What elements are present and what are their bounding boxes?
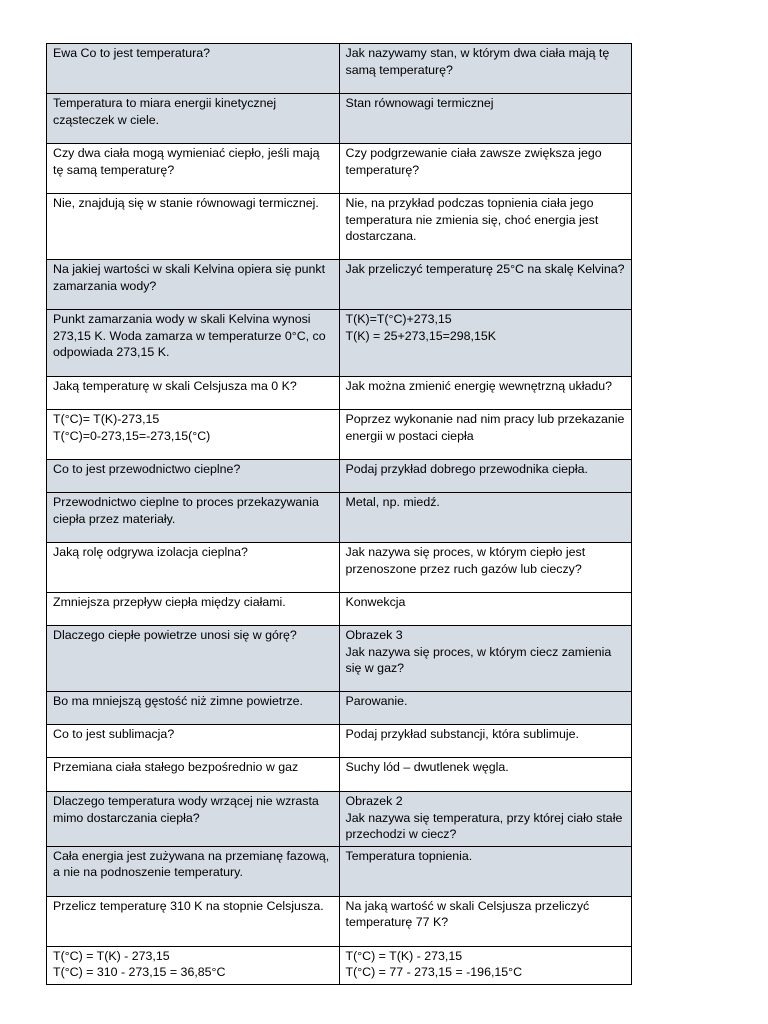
table-row: [47, 94, 632, 144]
question-answer-cell-left: Ewa Co to jest temperatura?: [47, 44, 340, 94]
question-answer-cell-right: Obrazek 2 Jak nazywa się temperatura, przy której ciało stałe przechodzi w ciecz?: [339, 792, 632, 847]
table-row: [47, 44, 632, 94]
question-answer-cell-right: Metal, np. miedź.: [339, 493, 632, 543]
question-answer-cell-right: Podaj przykład dobrego przewodnika ciepła.: [339, 460, 632, 493]
table-row: [47, 626, 632, 692]
question-answer-cell-right: Czy podgrzewanie ciała zawsze zwiększa jego temperaturę?: [339, 144, 632, 194]
table-row: [47, 260, 632, 310]
question-answer-cell-left: Przewodnictwo cieplne to proces przekazywania ciepła przez materiały.: [47, 493, 340, 543]
question-answer-cell-right: Jak nazywa się proces, w którym ciepło jest przenoszone przez ruch gazów lub cieczy?: [339, 543, 632, 593]
table-row: [47, 593, 632, 626]
question-answer-cell-left: Przemiana ciała stałego bezpośrednio w gaz: [47, 758, 340, 792]
question-answer-cell-left: Czy dwa ciała mogą wymieniać ciepło, jeśli mają tę samą temperaturę?: [47, 144, 340, 194]
question-answer-cell-left: Zmniejsza przepływ ciepła między ciałami.: [47, 593, 340, 626]
question-answer-cell-left: Jaką temperaturę w skali Celsjusza ma 0 K?: [47, 377, 340, 410]
question-answer-cell-right: Na jaką wartość w skali Celsjusza przeliczyć temperaturę 77 K?: [339, 896, 632, 946]
table-row: [47, 692, 632, 725]
table-row: [47, 543, 632, 593]
question-answer-cell-left: Bo ma mniejszą gęstość niż zimne powietrze.: [47, 692, 340, 725]
question-answer-cell-right: Jak przeliczyć temperaturę 25°C na skalę Kelvina?: [339, 260, 632, 310]
question-answer-cell-left: Punkt zamarzania wody w skali Kelvina wynosi 273,15 K. Woda zamarza w temperaturze 0°C, co odpowiada 273,15 K.: [47, 310, 340, 377]
question-answer-cell-right: Parowanie.: [339, 692, 632, 725]
question-answer-cell-right: Jak można zmienić energię wewnętrzną układu?: [339, 377, 632, 410]
table-row: [47, 846, 632, 896]
table-row: [47, 377, 632, 410]
question-answer-cell-left: Co to jest sublimacja?: [47, 725, 340, 758]
question-answer-cell-left: Dlaczego temperatura wody wrzącej nie wzrasta mimo dostarczania ciepła?: [47, 792, 340, 847]
question-answer-cell-right: Konwekcja: [339, 593, 632, 626]
question-answer-cell-left: T(°C) = T(K) - 273,15 T(°C) = 310 - 273,15 = 36,85°C: [47, 946, 340, 984]
table-row: [47, 410, 632, 460]
table-row: [47, 725, 632, 758]
question-answer-cell-right: Stan równowagi termicznej: [339, 94, 632, 144]
table-row: [47, 460, 632, 493]
table-row: [47, 792, 632, 847]
table-row: [47, 896, 632, 946]
question-answer-cell-right: Jak nazywamy stan, w którym dwa ciała mają tę samą temperaturę?: [339, 44, 632, 94]
table-row: [47, 946, 632, 984]
table-row: [47, 194, 632, 260]
question-answer-cell-right: T(K)=T(°C)+273,15 T(K) = 25+273,15=298,15K: [339, 310, 632, 377]
question-answer-cell-right: Suchy lód – dwutlenek węgla.: [339, 758, 632, 792]
table-row: [47, 758, 632, 792]
question-answer-cell-left: Temperatura to miara energii kinetycznej cząsteczek w ciele.: [47, 94, 340, 144]
question-answer-cell-left: Co to jest przewodnictwo cieplne?: [47, 460, 340, 493]
question-answer-cell-right: Nie, na przykład podczas topnienia ciała jego temperatura nie zmienia się, choć energia jest dostarczana.: [339, 194, 632, 260]
question-answer-cell-right: Obrazek 3 Jak nazywa się proces, w którym ciecz zamienia się w gaz?: [339, 626, 632, 692]
table-body: [47, 44, 632, 985]
table-row: [47, 310, 632, 377]
flashcard-table: [46, 43, 632, 985]
question-answer-cell-left: Dlaczego ciepłe powietrze unosi się w górę?: [47, 626, 340, 692]
question-answer-cell-right: Poprzez wykonanie nad nim pracy lub przekazanie energii w postaci ciepła: [339, 410, 632, 460]
question-answer-cell-right: Podaj przykład substancji, która sublimuje.: [339, 725, 632, 758]
question-answer-cell-right: Temperatura topnienia.: [339, 846, 632, 896]
question-answer-cell-left: Jaką rolę odgrywa izolacja cieplna?: [47, 543, 340, 593]
question-answer-cell-left: Nie, znajdują się w stanie równowagi termicznej.: [47, 194, 340, 260]
question-answer-cell-left: T(°C)= T(K)-273,15 T(°C)=0-273,15=-273,15(°C): [47, 410, 340, 460]
table-row: [47, 493, 632, 543]
table-row: [47, 144, 632, 194]
question-answer-cell-left: Cała energia jest zużywana na przemianę fazową, a nie na podnoszenie temperatury.: [47, 846, 340, 896]
question-answer-cell-right: T(°C) = T(K) - 273,15 T(°C) = 77 - 273,15 = -196,15°C: [339, 946, 632, 984]
question-answer-cell-left: Przelicz temperaturę 310 K na stopnie Celsjusza.: [47, 896, 340, 946]
question-answer-cell-left: Na jakiej wartości w skali Kelvina opiera się punkt zamarzania wody?: [47, 260, 340, 310]
